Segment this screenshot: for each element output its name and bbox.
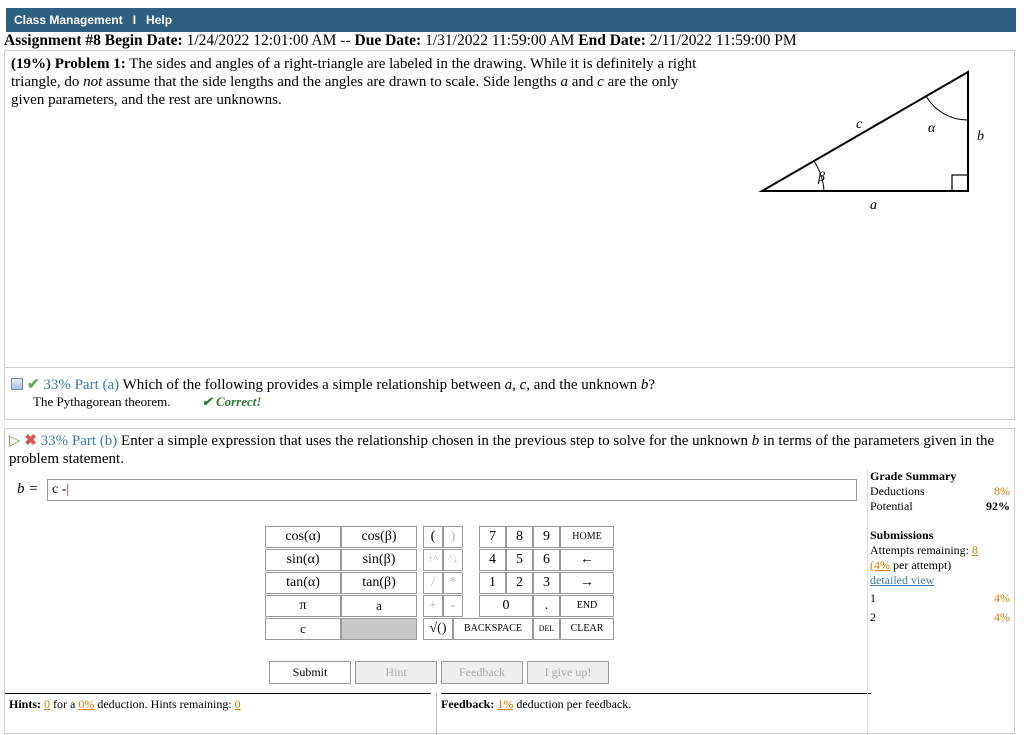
grade-summary-title: Grade Summary: [870, 469, 957, 483]
part-b-question: [9, 432, 999, 468]
submit-button[interactable]: Submit: [269, 661, 351, 684]
key-c[interactable]: c: [265, 618, 341, 640]
part-a-box: [4, 368, 1015, 420]
key-cos-beta[interactable]: cos(β): [341, 526, 417, 548]
problem-text-2: assume that the side lengths and the angles are drawn to scale. Side lengths: [102, 74, 561, 90]
problem-title: Problem 1:: [54, 56, 126, 72]
correct-status: ✔ Correct!: [201, 394, 262, 409]
menu-separator: I: [132, 13, 137, 27]
potential-row: [870, 499, 1010, 514]
feedback-info: [441, 697, 631, 712]
deductions-value: 8%: [994, 484, 1010, 498]
submission-num: 1: [870, 591, 876, 605]
problem-text: [11, 55, 711, 109]
key-sin-alpha[interactable]: sin(α): [265, 549, 341, 571]
assignment-label: Assignment #8: [4, 32, 101, 49]
side-panel: [870, 469, 1010, 629]
key-subscript: ^↓: [443, 549, 463, 571]
date-dash: --: [340, 32, 351, 49]
feedback-text: deduction per feedback.: [516, 697, 632, 711]
triangle-diagram: [752, 64, 992, 224]
problem-text-4: are the only given parameters, and the rest are unknowns.: [11, 74, 679, 108]
label-angle-alpha: α: [928, 121, 936, 136]
key-minus: -: [443, 595, 463, 617]
due-date: 1/31/2022 11:59:00 AM: [425, 32, 575, 49]
deductions-row: [870, 484, 1010, 499]
incorrect-x-icon: ✖: [24, 433, 37, 449]
key-home[interactable]: HOME: [560, 526, 614, 548]
hints-deduction: deduction. Hints remaining:: [97, 697, 232, 711]
detailed-view-link[interactable]: detailed view: [870, 573, 935, 587]
expression-label: b =: [17, 481, 39, 497]
key-left-arrow[interactable]: ←: [560, 549, 614, 571]
top-menu-bar: [6, 8, 1016, 32]
potential-value: 92%: [986, 499, 1010, 513]
per-attempt-pct: (4%: [870, 558, 890, 572]
feedback-divider: [441, 693, 871, 694]
part-a-q1: Which of the following provides a simple relationship between: [122, 377, 505, 393]
end-date-label: End Date:: [578, 32, 646, 49]
deductions-label: Deductions: [870, 484, 925, 498]
answer-input-value: c -: [52, 482, 67, 497]
key-divide: /: [423, 572, 443, 594]
hints-divider: [5, 693, 431, 694]
problem-emph: not: [83, 74, 103, 90]
key-9[interactable]: 9: [533, 526, 560, 548]
key-pi[interactable]: π: [265, 595, 341, 617]
feedback-button[interactable]: Feedback: [441, 661, 523, 684]
hints-info: [9, 697, 241, 712]
key-tan-beta[interactable]: tan(β): [341, 572, 417, 594]
label-side-c: c: [856, 117, 863, 132]
give-up-button[interactable]: I give up!: [527, 661, 609, 684]
key-a[interactable]: a: [341, 595, 417, 617]
per-attempt-text: per attempt): [893, 558, 952, 572]
feedback-pct: 1%: [497, 697, 514, 711]
due-date-label: Due Date:: [354, 32, 422, 49]
submissions-title: Submissions: [870, 528, 934, 542]
key-6[interactable]: 6: [533, 549, 560, 571]
key-8[interactable]: 8: [506, 526, 533, 548]
side-panel-divider: [867, 469, 868, 735]
problem-text-1: The sides and angles of a right-triangle are labeled in the drawing. While it is definitely a right triangle, do: [11, 56, 697, 90]
footer-separator: [436, 693, 437, 735]
submission-num: 2: [870, 610, 876, 624]
end-date: 2/11/2022 11:59:00 PM: [649, 32, 797, 49]
part-b-box: [4, 428, 1015, 734]
part-b-v1: b: [751, 433, 760, 449]
key-sqrt[interactable]: √(): [423, 618, 453, 640]
hints-label: Hints:: [9, 697, 42, 711]
key-close-paren: ): [443, 526, 463, 548]
hints-pct: 0%: [78, 697, 95, 711]
label-side-a: a: [870, 198, 877, 213]
expand-arrow-icon[interactable]: ▷: [9, 433, 21, 449]
assignment-header: [4, 32, 797, 50]
key-clear[interactable]: CLEAR: [560, 618, 614, 640]
answer-input[interactable]: [47, 479, 857, 501]
part-a-v3: b: [640, 377, 649, 393]
key-end[interactable]: END: [560, 595, 614, 617]
problem-text-3: and: [567, 74, 598, 90]
begin-date: 1/24/2022 12:01:00 AM: [186, 32, 337, 49]
problem-var-a: a: [560, 74, 568, 90]
label-side-b: b: [977, 129, 984, 144]
hint-button[interactable]: Hint: [355, 661, 437, 684]
help-menu[interactable]: Help: [146, 13, 173, 27]
part-b-q2: in terms of the parameters given in the problem statement.: [9, 433, 995, 467]
hints-for-a: for a: [53, 697, 76, 711]
submission-pct: 4%: [994, 610, 1010, 624]
submission-row: [870, 591, 1010, 610]
submission-row: [870, 610, 1010, 629]
part-a-v1: a: [504, 377, 513, 393]
label-angle-beta: β: [818, 170, 825, 185]
key-tan-alpha[interactable]: tan(α): [265, 572, 341, 594]
problem-var-c: c: [597, 74, 604, 90]
begin-date-label: Begin Date:: [104, 32, 183, 49]
key-backspace[interactable]: BACKSPACE: [453, 618, 533, 640]
feedback-label: Feedback:: [441, 697, 495, 711]
per-attempt: [870, 558, 1010, 573]
key-2[interactable]: 2: [506, 572, 533, 594]
part-a-answer-line: [33, 394, 261, 410]
key-5[interactable]: 5: [506, 549, 533, 571]
hints-count: 0: [44, 697, 51, 711]
key-7[interactable]: 7: [479, 526, 506, 548]
key-sin-beta[interactable]: sin(β): [341, 549, 417, 571]
potential-label: Potential: [870, 499, 913, 513]
part-a-q3: , and the unknown: [526, 377, 641, 393]
key-right-arrow[interactable]: →: [560, 572, 614, 594]
submission-pct: 4%: [994, 591, 1010, 605]
key-cos-alpha[interactable]: cos(α): [265, 526, 341, 548]
part-a-answer: The Pythagorean theorem.: [33, 394, 171, 409]
key-superscript: ↑^: [423, 549, 443, 571]
key-decimal[interactable]: .: [533, 595, 560, 617]
part-a-v2: c: [519, 377, 527, 393]
part-b-q1: Enter a simple expression that uses the relationship chosen in the previous step to solve for the unknown: [121, 433, 752, 449]
key-3[interactable]: 3: [533, 572, 560, 594]
key-blank: [341, 618, 417, 640]
part-a-pct: 33% Part (a): [43, 377, 120, 393]
check-icon: ✔: [27, 377, 40, 393]
part-a-q4: ?: [648, 377, 656, 393]
key-0[interactable]: 0: [479, 595, 533, 617]
attempts-value: 8: [971, 543, 978, 557]
problem-weight: (19%): [11, 56, 51, 72]
hints-remaining: 0: [234, 697, 241, 711]
class-management-menu[interactable]: Class Management: [14, 13, 123, 27]
key-del[interactable]: DEL: [533, 618, 560, 640]
collapse-icon[interactable]: [11, 378, 23, 390]
key-plus: +: [423, 595, 443, 617]
key-open-paren[interactable]: (: [423, 526, 443, 548]
key-multiply: *: [443, 572, 463, 594]
key-1[interactable]: 1: [479, 572, 506, 594]
part-b-pct: 33% Part (b): [40, 433, 118, 449]
part-a-q2: ,: [512, 377, 520, 393]
attempts-label: Attempts remaining:: [870, 543, 969, 557]
part-a-question: [11, 375, 655, 394]
text-caret: |: [66, 482, 70, 497]
attempts-remaining: [870, 543, 1010, 558]
key-4[interactable]: 4: [479, 549, 506, 571]
